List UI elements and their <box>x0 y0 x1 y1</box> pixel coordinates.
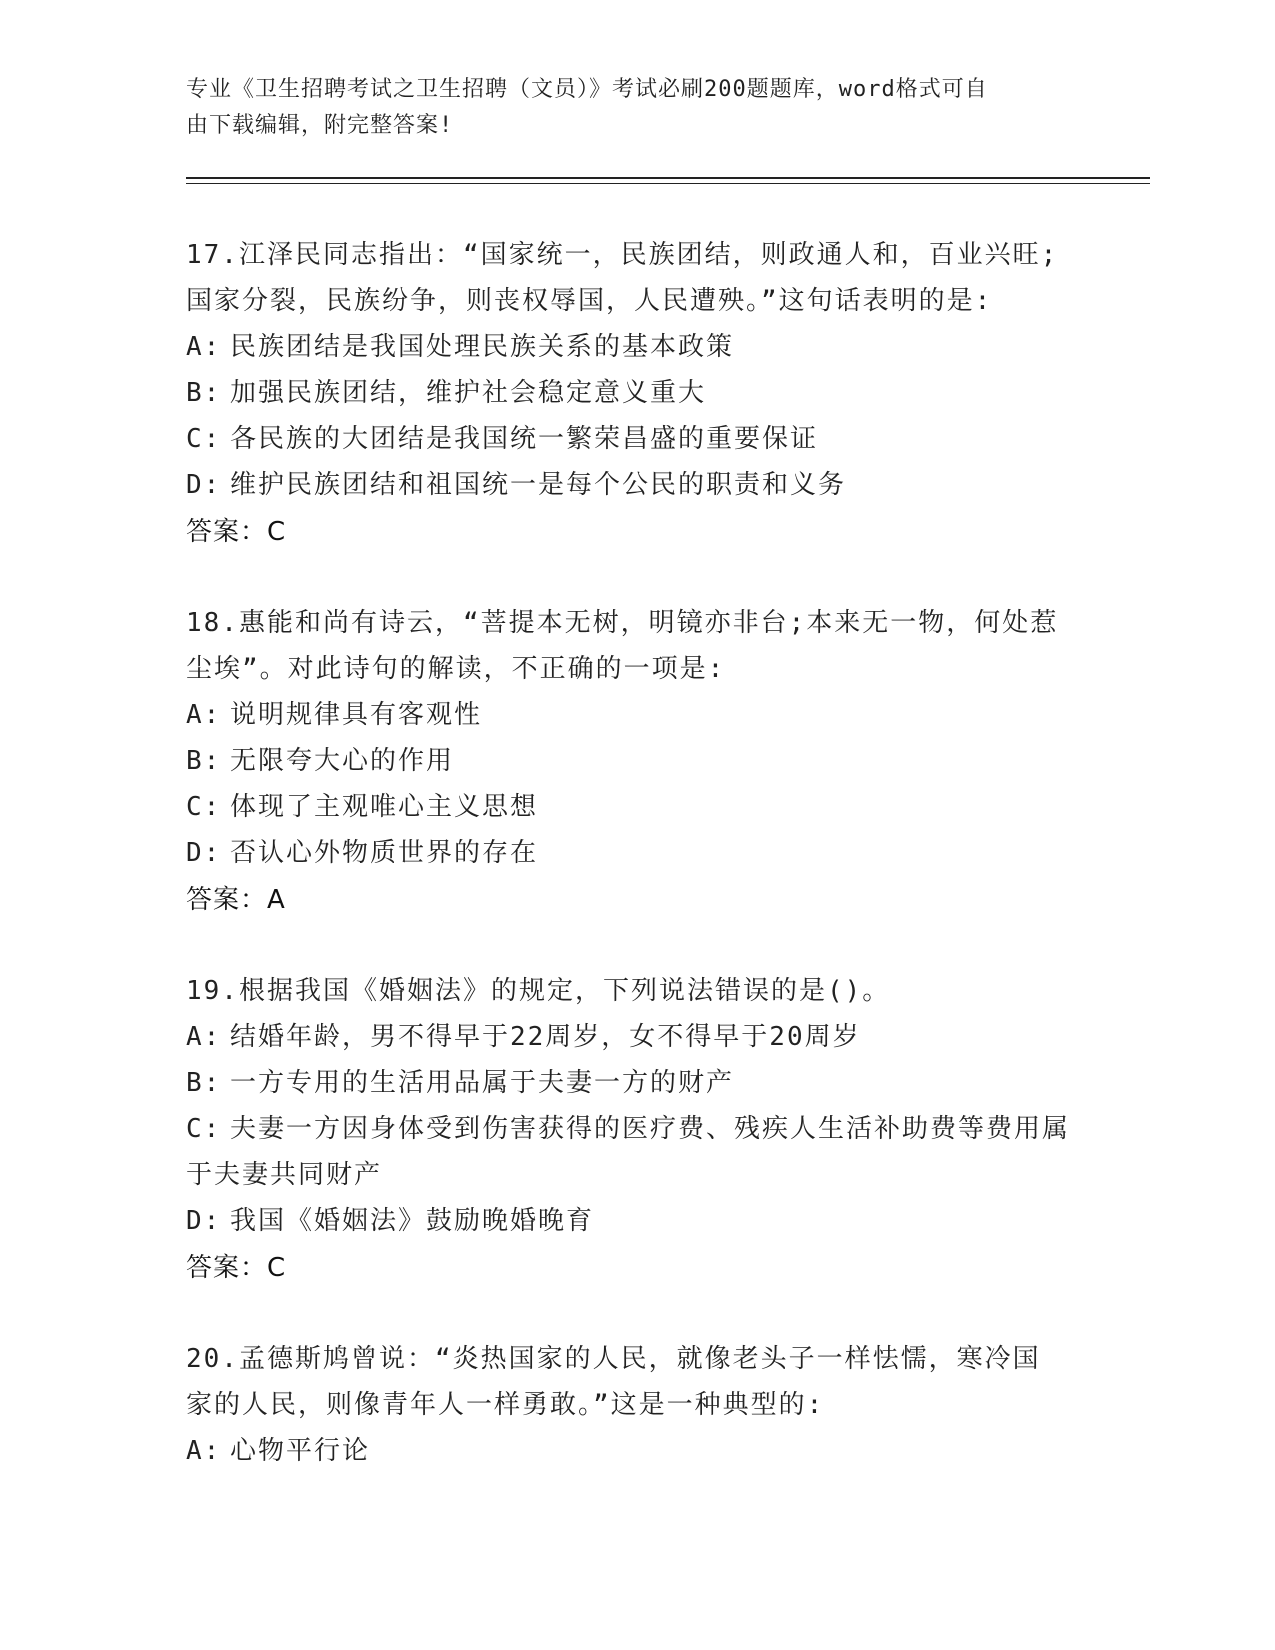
answer-line: 答案：A <box>186 885 286 915</box>
option-key: B: <box>186 746 222 776</box>
option-key: D: <box>186 838 222 868</box>
option-key: D: <box>186 470 222 500</box>
option-text: 结婚年龄，男不得早于22周岁，女不得早于20周岁 <box>230 1022 861 1052</box>
option-b <box>186 1060 1086 1106</box>
option-key: B: <box>186 1068 222 1098</box>
option-text: 我国《婚姻法》鼓励晚婚晚育 <box>230 1206 595 1236</box>
document-header <box>186 72 1066 144</box>
question-18 <box>186 600 1086 924</box>
option-d <box>186 462 1086 508</box>
option-text: 一方专用的生活用品属于夫妻一方的财产 <box>230 1068 735 1098</box>
option-b <box>186 370 1086 416</box>
option-b <box>186 738 1086 784</box>
option-key: A: <box>186 700 222 730</box>
header-line-1: 专业《卫生招聘考试之卫生招聘（文员）》考试必刷200题题库，word格式可自 <box>186 77 988 102</box>
option-text: 无限夸大心的作用 <box>230 746 455 776</box>
option-d <box>186 830 1086 876</box>
option-text: 心物平行论 <box>230 1436 371 1466</box>
question-stem: 19.根据我国《婚姻法》的规定，下列说法错误的是()。 <box>186 976 891 1006</box>
option-text: 各民族的大团结是我国统一繁荣昌盛的重要保证 <box>230 424 819 454</box>
option-text: 说明规律具有客观性 <box>230 700 483 730</box>
option-text: 体现了主观唯心主义思想 <box>230 792 539 822</box>
answer-line: 答案：C <box>186 517 287 547</box>
answer-line: 答案：C <box>186 1253 287 1283</box>
option-key: A: <box>186 332 222 362</box>
question-list <box>186 232 1086 1518</box>
option-text: 维护民族团结和祖国统一是每个公民的职责和义务 <box>230 470 847 500</box>
header-line-2: 由下载编辑，附完整答案! <box>186 113 454 138</box>
option-key: C: <box>186 1114 222 1144</box>
option-key: A: <box>186 1436 222 1466</box>
option-text: 民族团结是我国处理民族关系的基本政策 <box>230 332 735 362</box>
question-17 <box>186 232 1086 556</box>
option-text: 加强民族团结，维护社会稳定意义重大 <box>230 378 707 408</box>
option-a <box>186 692 1086 738</box>
question-stem: 20.孟德斯鸠曾说：“炎热国家的人民，就像老头子一样怯懦，寒冷国家的人民，则像青年人一样勇敢。”这是一种典型的: <box>186 1344 1041 1420</box>
option-a <box>186 324 1086 370</box>
option-c <box>186 1106 1086 1198</box>
header-divider-thin <box>186 183 1150 184</box>
option-d <box>186 1198 1086 1244</box>
option-a <box>186 1014 1086 1060</box>
question-stem: 17.江泽民同志指出：“国家统一，民族团结，则政通人和，百业兴旺;国家分裂，民族纷争，则丧权辱国，人民遭殃。”这句话表明的是: <box>186 240 1059 316</box>
option-key: A: <box>186 1022 222 1052</box>
option-text: 夫妻一方因身体受到伤害获得的医疗费、残疾人生活补助费等费用属于夫妻共同财产 <box>186 1114 1071 1190</box>
option-key: C: <box>186 424 222 454</box>
option-text: 否认心外物质世界的存在 <box>230 838 539 868</box>
option-key: B: <box>186 378 222 408</box>
header-divider-thick <box>186 177 1150 179</box>
question-stem: 18.惠能和尚有诗云，“菩提本无树，明镜亦非台;本来无一物，何处惹尘埃”。对此诗句的解读，不正确的一项是: <box>186 608 1059 684</box>
question-19 <box>186 968 1086 1292</box>
option-a <box>186 1428 1086 1474</box>
option-c <box>186 416 1086 462</box>
question-20 <box>186 1336 1086 1474</box>
option-key: D: <box>186 1206 222 1236</box>
option-c <box>186 784 1086 830</box>
option-key: C: <box>186 792 222 822</box>
